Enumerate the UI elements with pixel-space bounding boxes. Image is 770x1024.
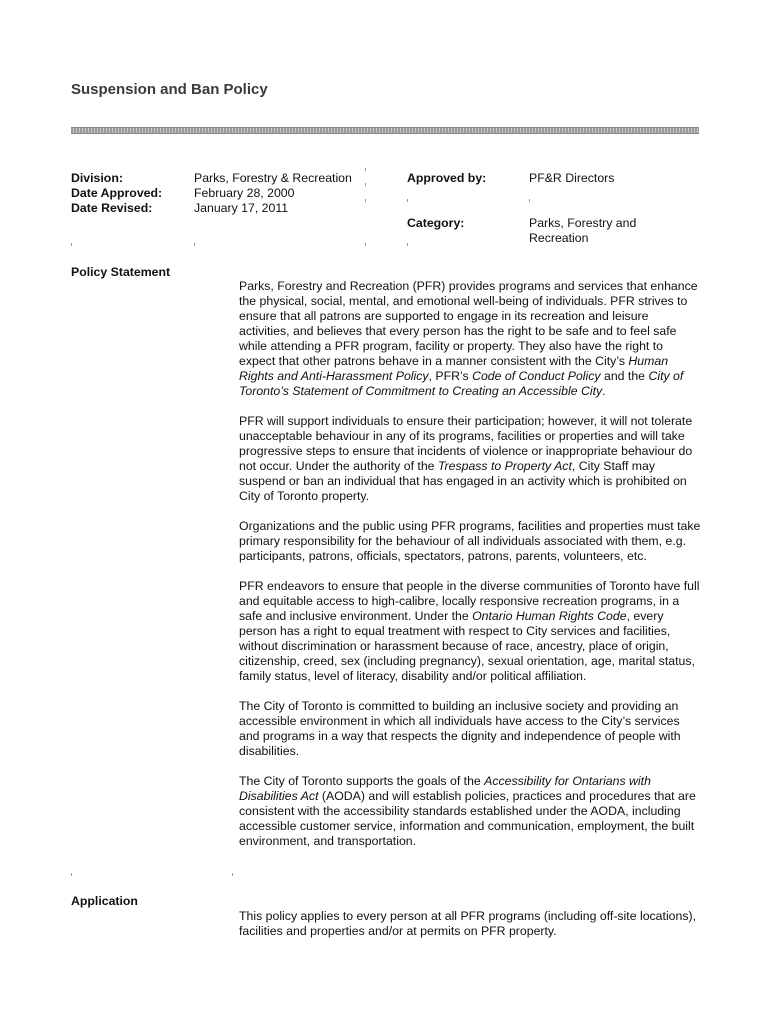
approved-by-value: PF&R Directors xyxy=(529,171,615,185)
approved-by-label: Approved by: xyxy=(407,171,487,185)
page-title: Suspension and Ban Policy xyxy=(71,81,268,98)
cell-tick xyxy=(232,873,233,876)
policy-paragraph-4: PFR endeavors to ensure that people in the diverse communities of Toronto have full and equitable access to high-calibre, locally responsive recreation programs, in a safe and inclusive environment. Under the Ontario Human Rights Code, every person has a right to equal treatment with respect to City services and facilities, without discrimination or harassment because of race, ancestry, place of origin, citizenship, creed, sex (including pregnancy), sexual orientation, age, marital status, family status, level of literacy, disability and/or political affiliation. xyxy=(239,579,700,683)
cell-tick xyxy=(365,199,366,202)
division-label: Division: xyxy=(71,171,123,185)
date-revised-label: Date Revised: xyxy=(71,201,153,215)
date-revised-value: January 17, 2011 xyxy=(194,201,289,215)
policy-paragraph-2: PFR will support individuals to ensure their participation; however, it will not tolerate unacceptable behaviour in any of its programs, facilities or properties and will take progressive steps to ensure that incidents of violence or inappropriate behaviour do not occur. Under the authority of the Trespass to Property Act, City Staff may suspend or ban an individual that has engaged in an activity which is prohibited on City of Toronto property. xyxy=(239,414,693,503)
title-divider xyxy=(71,127,699,134)
policy-statement-heading: Policy Statement xyxy=(71,265,171,279)
category-value-line2: Recreation xyxy=(529,231,589,245)
cell-tick xyxy=(529,199,530,202)
division-value: Parks, Forestry & Recreation xyxy=(194,171,352,185)
policy-paragraph-5: The City of Toronto is committed to building an inclusive society and providing an accessible environment in which all individuals have access to the City’s services and programs in a way that respects the dignity and independence of people with disabilities. xyxy=(239,699,681,758)
cell-tick xyxy=(407,243,408,246)
category-label: Category: xyxy=(407,216,465,230)
cell-tick xyxy=(407,199,408,202)
policy-statement-body xyxy=(239,279,701,864)
application-body xyxy=(239,909,701,954)
policy-paragraph-1: Parks, Forestry and Recreation (PFR) provides programs and services that enhance the physical, social, mental, and emotional well-being of individuals. PFR strives to ensure that all patrons are supported to engage in its recreation and leisure activities, and believes that every person has the right to be safe and to feel safe while attending a PFR program, facility or property. They also have the right to expect that other patrons behave in a manner consistent with the City’s Human Rights and Anti-Harassment Policy, PFR’s Code of Conduct Policy and the City of Toronto’s Statement of Commitment to Creating an Accessible City. xyxy=(239,279,698,398)
application-heading: Application xyxy=(71,894,138,908)
policy-paragraph-6: The City of Toronto supports the goals of the Accessibility for Ontarians with Disabilities Act (AODA) and will establish policies, practices and procedures that are consistent with the accessibility standards established under the AODA, including accessible customer service, information and communication, employment, the built environment, and transportation. xyxy=(239,774,696,848)
policy-paragraph-3: Organizations and the public using PFR programs, facilities and properties must take primary responsibility for the behaviour of all individuals associated with them, e.g. participants, patrons, officials, spectators, patrons, parents, volunteers, etc. xyxy=(239,519,701,563)
cell-tick xyxy=(194,243,195,246)
date-approved-value: February 28, 2000 xyxy=(194,186,295,200)
cell-tick xyxy=(365,243,366,246)
cell-tick xyxy=(365,183,366,186)
cell-tick xyxy=(71,873,72,876)
date-approved-label: Date Approved: xyxy=(71,186,163,200)
cell-tick xyxy=(71,243,72,246)
category-value-line1: Parks, Forestry and xyxy=(529,216,637,230)
cell-tick xyxy=(365,168,366,171)
application-paragraph-1: This policy applies to every person at all PFR programs (including off-site locations), facilities and properties and/or at permits on PFR property. xyxy=(239,909,697,938)
